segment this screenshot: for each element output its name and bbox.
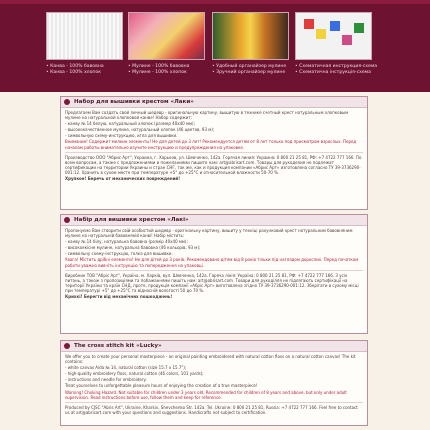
paragraph: Предлагаем Вам создать свой личный шедевр - оригинальную картину, вышитую в технике счетный крест натуральным хлопковым мулине на натуральной хлопковой канве! Набор содержит: — [65, 110, 349, 121]
fragile-note: Крихкі! Берегти від механічних пошкоджень! — [65, 294, 173, 300]
list-item: - символьну схему-інструкцію, голка для вишивки. — [65, 251, 173, 257]
bullet-icon — [64, 217, 70, 223]
caption-organizer: • Удобный органайзер мулине • Зручний органайзер мулине — [212, 64, 286, 76]
section-title: Набір для вишивки хрестом «Лакі» — [74, 217, 189, 223]
bullet-icon — [64, 99, 70, 105]
bullet-icon — [64, 343, 70, 349]
warning-text: Увага! Містить дрібні елементи! Не для дітей до 3 років. Рекомендовано дітям від 8 років тільки під наглядом дорослих. Перед початком роботи уважно вивчіть інструкцію та попередження на упаковці. — [65, 257, 359, 268]
list-item: - канву № 14 белую, натуральный хлопок (размер 40х40 мм); — [65, 121, 195, 127]
section-header — [61, 215, 367, 226]
warning-text: Warning! Choking Hazard. Not suitable for children under 3 years old. Recommended for children of 8 years and above, but only under adult supervision. Read instructions before use, follow them and keep for reference. — [65, 389, 347, 400]
list-item: - високоякісне мулине, натуральна бавовна (46 кольорів, 93 м); — [65, 245, 201, 251]
chart-photo — [295, 12, 372, 60]
header-banner — [0, 0, 430, 92]
fragile-note: Хрупкое! Беречь от механических повреждений! — [65, 176, 181, 182]
paragraph: Treat yourselves to unforgettable pleasure hours of enjoying the creation of a true masterpiece! — [65, 383, 258, 389]
header-band — [0, 0, 430, 4]
section-ukrainian — [60, 214, 368, 334]
divider — [65, 270, 363, 271]
section-text — [61, 352, 367, 418]
divider — [65, 152, 363, 153]
section-text — [61, 108, 367, 184]
floss-photo — [128, 12, 205, 60]
manufacturer-text: Производство ООО "Абрис Арт", Украина, г. Харьков, ул. Шевченко, 142а. Горячая линия: Украина: 0 800 21 25 81, РФ: +7 4722 777 166. По всем вопросам, а также с предложениями и пожеланиями пишите нам: art@abrisart.com. Товары для рукоделия не подлежат сертификации на территории Украины и стран СНГ, так же, как и продукция компании «Абрис Арт» изготовлена согласно ТУ 39-3736290-001:12. Хранить в сухом месте при температуре +5° до +25°С и относительной влажности 50-70 %. — [65, 154, 362, 175]
section-title: The cross stitch kit «Lucky» — [74, 343, 162, 349]
section-russian — [60, 96, 368, 210]
organizer-photo — [212, 12, 289, 60]
canvas-photo — [46, 12, 123, 60]
list-item: - символьную схему-инструкцию, игла для вышивки. — [65, 133, 178, 139]
list-item: - high-quality embroidery floss, natural cotton (46 colors, 101 yards); — [65, 371, 204, 377]
caption-chart: • Схематичная инструкция-схема • Схематична інструкція-схема — [295, 64, 377, 76]
caption-floss: • Мулине - 100% бавовна • Мулине - 100% хлопок — [128, 64, 189, 76]
manufacturer-text: Produced by CJSC "Abris Art", Ukraine, Kharkiv, Shevchenko Str. 142a. Tel. Ukraine: 0 800 21 25 81, Russia: +7 4722 777 166. Feel free to contact us at art@abrisart.com with your questions and suggestions. Handicrafts not subject to certification. — [65, 404, 358, 415]
section-header — [61, 97, 367, 108]
list-item: - instructions and needle for embroidery. — [65, 377, 147, 383]
list-item: - канву № 14 білу, натуральна бавовна (розмір 40х40 мм); — [65, 239, 188, 245]
manufacturer-text: Виробник ТОВ "Абріс Арт", Україна, м. Харків, вул. Шевченка, 142а. Гаряча лінія: Україна: 0 800 21 25 81, РФ: +7 4722 777 166. З усіх питань, а також з пропозиціями та побажаннями пишіть нам: art@abrisart.com. Товари для рукоділля не підлягають сертифікації на території України та країн СНД, проте, продукція компанії «Абріс Арт» виготовлена згідно ТУ 39-3736290-001:12. Зберігати в сухому місці при температурі +5° до +25°С та відносній вологості 50 до 70 %. — [65, 272, 359, 293]
list-item: - white canvas Aida № 14, natural cotton (size 15.7 x 15.7"); — [65, 365, 187, 371]
section-text — [61, 226, 367, 302]
paragraph: We offer you to create your personal masterpiece - an original painting embroidered with natural cotton floss on a natural cotton canvas! The kit contains: — [65, 354, 356, 365]
section-header — [61, 341, 367, 352]
caption-canvas: • Канва - 100% бавовна • Канва - 100% хлопок — [46, 64, 104, 76]
divider — [65, 402, 363, 403]
section-english — [60, 340, 368, 426]
list-item: - высококачественное мулине, натуральный хлопок (46 цветов, 93 м); — [65, 127, 215, 133]
paragraph: Пропонуємо Вам створити свій особистий шедевр - оригінальну картину, вишиту у техніці рахунковий хрест натуральним бавовняним мулине на натуральній бавовняній канві! Набір містить: — [65, 228, 353, 239]
warning-text: Внимание! Содержит мелкие элементы! Не для детей до 3 лет! Рекомендуется детям от 8 лет только под присмотром взрослых. Перед началом работы внимательно изучите инструкцию и предупреждения на упаковке. — [65, 139, 357, 150]
section-title: Набор для вышивки крестом «Лаки» — [74, 99, 194, 105]
